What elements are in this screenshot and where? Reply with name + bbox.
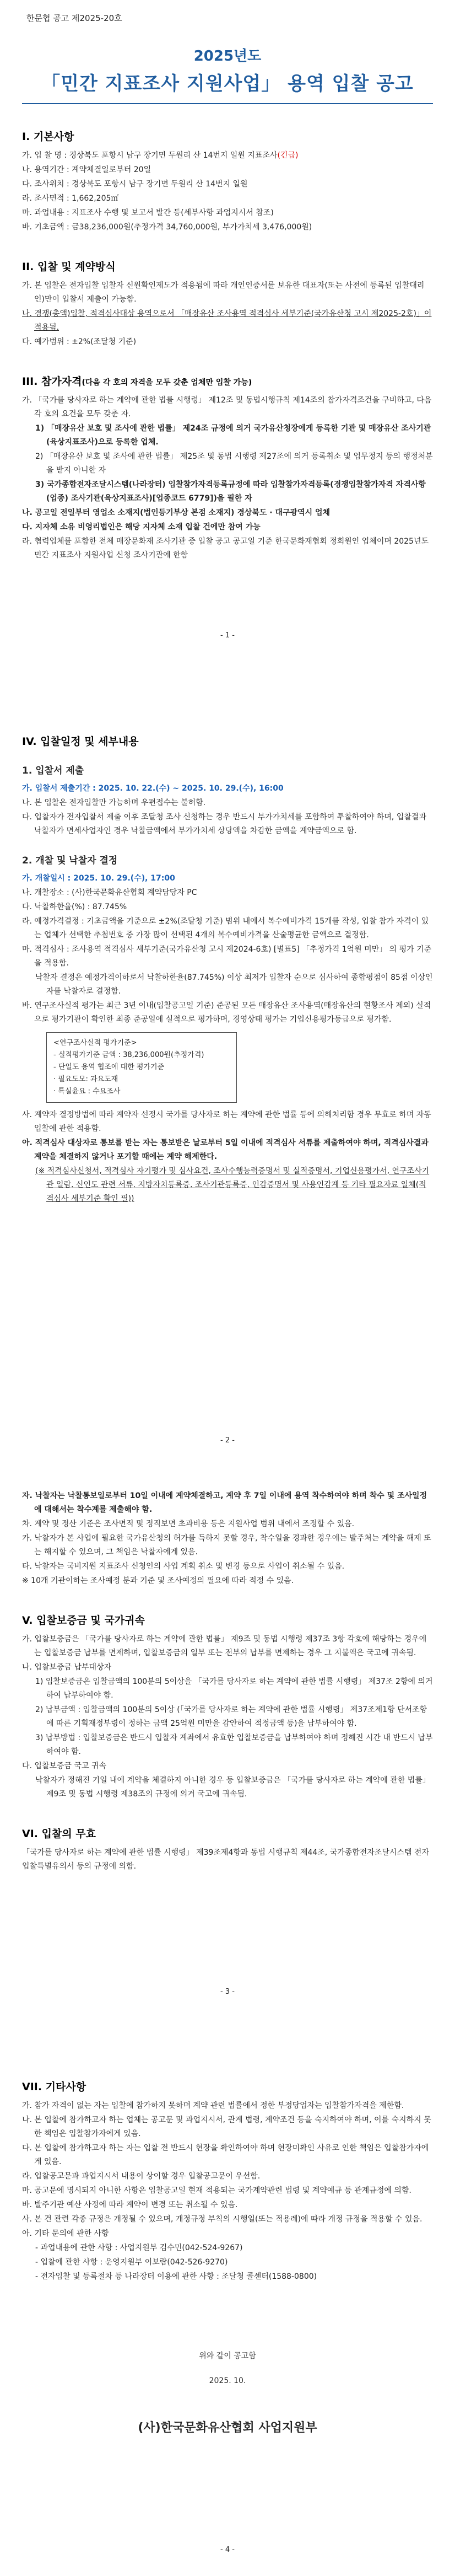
doc-number: 한문협 공고 제2025-20호 xyxy=(26,13,122,23)
contact-item: - 입찰에 관한 사항 : 운영지원부 이보람(042-526-9270) xyxy=(35,2258,228,2267)
opening-item: 다. 낙찰하한율(%) : 87.745% xyxy=(22,903,127,911)
opening-item: 나. 개찰장소 : (사)한국문화유산협회 계약담당자 PC xyxy=(22,888,197,897)
deposit-item: 다. 입찰보증금 국고 귀속 xyxy=(22,1762,107,1770)
basic-item: 라. 조사면적 : 1,662,205㎡ xyxy=(22,194,119,203)
page-1 xyxy=(0,0,455,662)
opening-sub: 낙찰자 결정은 예정가격이하로서 낙찰하한율(87.745%) 이상 최저가 입찰자 순으로 심사하여 종합평점이 85점 이상인 자를 낙찰자로 결정함. xyxy=(35,973,433,996)
etc-item: 나. 본 입찰에 참가하고자 하는 업체는 공고문 및 과업지시서, 관계 법령, 계약조건 등을 숙지하여야 하며, 이를 숙지하지 못한 책임은 입찰참가자에게 있음. xyxy=(22,2116,431,2138)
deposit-sub: 2) 납부금액 : 입찰금액의 100분의 5이상 (「국가를 당사자로 하는 계약에 관한 법률 시행령」 제37조제1항 단서조항에 따른 기획재정부령이 정하는 금액 25억원 미만을 감안하여 적정금액 등)을 납부하여야 함. xyxy=(35,1705,427,1728)
bid-method-item: 다. 예가범위 : ±2%(조달청 기준) xyxy=(22,337,137,346)
evaluation-criteria-box xyxy=(46,1032,237,1103)
qualification-item: 라. 협력업체를 포함한 전체 매장문화재 조사기관 중 입찰 공고 공고일 기준 한국문화재협회 정회원인 업체이며 2025년도 민간 지표조사 지원사업 신청 조사기관에 한함 xyxy=(22,537,429,560)
section-etc-heading: VII. 기타사항 xyxy=(22,2081,86,2093)
qualification-item: 나. 공고일 전일부터 영업소 소재지(법인등기부상 본점 소재지) 경상북도 · 대구광역시 업체 xyxy=(22,508,331,517)
deposit-sub: 3) 납부방법 : 입찰보증금은 반드시 입찰자 계좌에서 유효한 입찰보증금을 납부하여야 하며 정해진 시간 내 반드시 납부하여야 함. xyxy=(35,1734,433,1756)
subsection-bid-submission: 1. 입찰서 제출 xyxy=(22,765,84,776)
title-divider xyxy=(22,103,433,104)
section-qualification-heading: III. 참가자격(다음 각 호의 자격을 모두 갖춘 업체만 입찰 가능) xyxy=(22,375,252,388)
qualification-sub: 3) 국가종합전자조달시스템(나라장터) 입찰참가자격등록규정에 따라 입찰참가자격등록(경쟁입찰참가자격 자격사항(업종) 조사기관(육상지표조사)[업종코드 6779])을 필한 자 xyxy=(35,480,426,503)
box-line: - 단일도 용역 협조에 대한 평가기준 xyxy=(53,1063,165,1071)
qualification-item: 가. 「국가를 당사자로 하는 계약에 관한 법률 시행령」 제12조 및 동법시행규칙 제14조의 참가자격조건을 구비하고, 다음 각 호의 요건을 모두 갖춘 자. xyxy=(22,396,432,418)
note-item: 카. 낙찰자가 본 사업에 필요한 국가유산청의 허가를 득하지 못할 경우, 착수일을 경과한 경우에는 발주처는 계약을 해제 또는 해지할 수 있으며, 그 책임은 낙찰자에게 있음. xyxy=(22,1534,431,1557)
section-bid-method-heading: II. 입찰 및 계약방식 xyxy=(22,261,116,273)
section-invalid-heading: VI. 입찰의 무효 xyxy=(22,1828,96,1840)
opening-item: 아. 적격심사 대상자로 통보를 받는 자는 통보받은 날로부터 5일 이내에 적격심사 서류를 제출하여야 하며, 적격심사결과 계약을 체결하지 않거나 포기할 때에는 계약 해제한다. xyxy=(22,1139,429,1161)
basic-item: 마. 과업내용 : 지표조사 수행 및 보고서 발간 등(세부사항 과업지시서 참조) xyxy=(22,208,274,217)
submission-item: 다. 입찰자가 전자입찰서 제출 이후 조달청 조사 신청하는 경우 반드시 부가가치세를 포함하여 투찰하여야 하며, 입찰결과 낙찰자가 면세사업자인 경우 낙찰금액에서 부가가치세 상당액을 차감한 금액을 계약금액으로 함. xyxy=(22,813,426,835)
section-deposit-heading: V. 입찰보증금 및 국가귀속 xyxy=(22,1614,145,1627)
opening-item: 라. 예정가격결정 : 기초금액을 기준으로 ±2%(조달청 기준) 범위 내에서 복수예비가격 15개를 작성, 입찰 참가 자격이 있는 업체가 선택한 추첨번호 중 가장 많이 선택된 4개의 복수예비가격을 산술평균한 금액으로 결정함. xyxy=(22,917,429,940)
section-basic xyxy=(22,149,433,234)
etc-item: 라. 입찰공고문과 과업지시서 내용이 상이할 경우 입찰공고문이 우선함. xyxy=(22,2172,261,2181)
bid-method-item: 나. 경쟁(총액)입찰, 적격심사대상 용역으로서 「매장유산 조사용역 적격심사 세부기준(국가유산청 고시 제2025-2호)」이 적용됨. xyxy=(22,309,432,332)
note-item: 자. 낙찰자는 낙찰통보일로부터 10일 이내에 계약체결하고, 계약 후 7일 이내에 용역 착수하여야 하며 착수 및 조사일정에 대해서는 착수계를 제출해야 함. xyxy=(22,1491,427,1514)
opening-item: 사. 계약자 결정방법에 따라 계약자 선정시 국가를 당사자로 하는 계약에 관한 법률 등에 의해처리함 경우 무효로 하며 자동입찰에 관한 적용함. xyxy=(22,1110,431,1133)
basic-item: 바. 기초금액 : 금38,236,000원(추정가격 34,760,000원, 부가가치세 3,476,000원) xyxy=(22,223,312,232)
etc-item: 아. 기타 문의에 관한 사항 xyxy=(22,2229,109,2238)
box-line: <연구조사실적 평가기준> xyxy=(53,1039,137,1047)
etc-item: 사. 본 건 관련 각종 규정은 개정될 수 있으며, 개정규정 부칙의 시행일(또는 적용례)에 따라 개정 규정을 적용할 수 있음. xyxy=(22,2215,422,2224)
page-title: 「민간 지표조사 지원사업」 용역 입찰 공고 xyxy=(41,73,414,95)
opening-item: 가. 개찰일시 : 2025. 10. 29.(수), 17:00 xyxy=(22,874,175,883)
submission-item: 가. 입찰서 제출기간 : 2025. 10. 22.(수) ~ 2025. 10. 29.(수), 16:00 xyxy=(22,784,284,793)
box-line: - 실적평가기준 금액 : 38,236,000원(추정가격) xyxy=(53,1051,204,1059)
basic-item: 가. 입 찰 명 : 경상북도 포항시 남구 장기면 두원리 산 14번지 일원 지표조사(긴급) xyxy=(22,151,299,160)
basic-item: 나. 용역기간 : 계약체결일로부터 20일 xyxy=(22,165,151,174)
section-schedule-heading: IV. 입찰일정 및 세부내용 xyxy=(22,736,139,748)
qualification-item: 다. 지자체 소유 비영리법인은 해당 지자체 소재 입찰 건에만 참여 가능 xyxy=(22,523,261,532)
qualification-sub: 2) 「매장유산 보호 및 조사에 관한 법률」 제25조 및 동법 시행령 제27조에 의거 등록취소 및 업무정지 등의 행정처분을 받지 아니한 자 xyxy=(35,452,433,475)
note-item: ※ 10개 기관이하는 조사예정 분과 기준 및 조사예정의 필요에 따라 적정 수 있음. xyxy=(22,1576,294,1585)
note-item: 타. 낙찰자는 국비지원 지표조사 신청인의 사업 계획 취소 및 변경 등으로 사업이 취소될 수 있음. xyxy=(22,1562,345,1571)
page-number: - 3 - xyxy=(220,1988,235,1996)
box-line: · 특실윤요 : 수요조사 xyxy=(53,1087,121,1096)
etc-item: 가. 참가 자격이 없는 자는 입찰에 참가하지 못하며 계약 관련 법률에서 정한 부정당업자는 입찰참가자격을 제한함. xyxy=(22,2101,404,2110)
page-number: - 1 - xyxy=(220,631,235,640)
submission-item: 나. 본 입찰은 전자입찰만 가능하며 우편접수는 불허함. xyxy=(22,798,206,807)
contact-item: - 전자입찰 및 등록절차 등 나라장터 이용에 관한 사항 : 조달청 콜센터(1588-0800) xyxy=(35,2272,317,2281)
page-3 xyxy=(0,1467,455,2018)
box-line: · 필요도모: 과요도재 xyxy=(53,1075,118,1083)
note-item: 차. 계약 및 정산 기준은 조사면적 및 정직보면 초과비용 등은 지원사업 범위 내에서 조정할 수 있음. xyxy=(22,1520,355,1528)
opening-item: 바. 연구조사실적 평가는 최근 3년 이내(입찰공고일 기준) 준공된 모든 매장유산 조사용역(매장유산의 현황조사 제외) 실적으로 평가기관이 확인한 최종 준공일에 실적으로 평가하며, 경영상태 평가는 기업신용평가등급으로 평가함. xyxy=(22,1001,431,1024)
invalid-item: 「국가를 당사자로 하는 계약에 관한 법률 시행령」 제39조제4항과 동법 시행규칙 제44조, 국가종합전자조달시스템 전자입찰특별유의서 등의 규정에 의함. xyxy=(22,1848,429,1871)
section-basic-heading: I. 기본사항 xyxy=(22,131,74,143)
etc-item: 마. 공고문에 명시되지 아니한 사항은 입찰공고일 현재 적용되는 국가계약관련 법령 및 계약예규 등 관계규정에 의함. xyxy=(22,2186,411,2195)
opening-item: 마. 적격심사 : 조사용역 적격심사 세부기준(국가유산청 고시 제2024-6호) [별표5] 「추정가격 1억원 미만」 의 평가 기준을 적용함. xyxy=(22,945,432,968)
page-number: - 4 - xyxy=(220,2546,235,2554)
page-number: - 2 - xyxy=(220,1436,235,1445)
deposit-sub: 1) 입찰보증금은 입찰금액의 100분의 5이상을 「국가를 당사자로 하는 계약에 관한 법률 시행령」 제37조 2항에 의거하여 납부하여야 함. xyxy=(35,1677,433,1700)
contact-item: - 과업내용에 관한 사항 : 사업지원부 김수민(042-524-9267) xyxy=(35,2244,243,2252)
subsection-opening: 2. 개찰 및 낙찰자 결정 xyxy=(22,855,118,866)
page-2 xyxy=(0,662,455,1467)
basic-item: 다. 조사위치 : 경상북도 포항시 남구 장기면 두원리 산 14번지 일원 xyxy=(22,180,248,189)
deposit-item: 나. 입찰보증금 납부대상자 xyxy=(22,1663,112,1672)
etc-item: 바. 발주기관 예산 사정에 따라 계약이 변경 또는 취소될 수 있음. xyxy=(22,2201,238,2209)
page-4 xyxy=(0,2018,455,2576)
issuing-organization: (사)한국문화유산협회 사업지원부 xyxy=(138,2421,317,2435)
bid-method-item: 가. 본 입찰은 전자입찰 입찰자 신원확인제도가 적용됨에 따라 개인인증서를 보유한 대표자(또는 사전에 등록된 입찰대리인)만이 입찰서 제출이 가능함. xyxy=(22,281,425,304)
closing-statement: 위와 같이 공고함 xyxy=(199,2352,256,2360)
opening-sub: (※ 적격심사신청서, 적격심사 자기평가 및 심사요건, 조사수행능력증명서 및 실적증명서, 기업신용평가서, 연구조사기관 일람, 신인도 관련 서류, 지방자치등록증, 조사기관등록증, 인감증명서 및 사용인감계 등 기타 필요자료 일체(적격심사 세부기준 확인 필)) xyxy=(35,1167,430,1203)
qualification-sub: 1) 「매장유산 보호 및 조사에 관한 법률」 제24조 규정에 의거 국가유산청장에게 등록한 기관 및 매장유산 조사기관(육상지표조사)으로 등록한 업체. xyxy=(35,424,431,447)
etc-item: 다. 본 입찰에 참가하고자 하는 자는 입찰 전 반드시 현장을 확인하여야 하며 현장미확인 사유로 인한 책임은 입찰참가자에게 있음. xyxy=(22,2144,429,2166)
title-year: 2025년도 xyxy=(193,48,262,65)
deposit-sub: 낙찰자가 정해진 기일 내에 계약을 체결하지 아니한 경우 등 입찰보증금은 「국가를 당사자로 하는 계약에 관한 법률」 제9조 및 동법 시행령 제38조의 규정에 의거 국고에 귀속됨. xyxy=(35,1776,430,1799)
deposit-item: 가. 입찰보증금은 「국가를 당사자로 하는 계약에 관한 법률」 제9조 및 동법 시행령 제37조 3항 각호에 해당하는 경우에는 입찰보증금 납부를 면제하며, 입찰보증금의 일부 또는 전부의 납부를 면제하는 경우 그 지불액은 국고에 귀속됨. xyxy=(22,1635,427,1657)
announcement-date: 2025. 10. xyxy=(209,2376,246,2385)
